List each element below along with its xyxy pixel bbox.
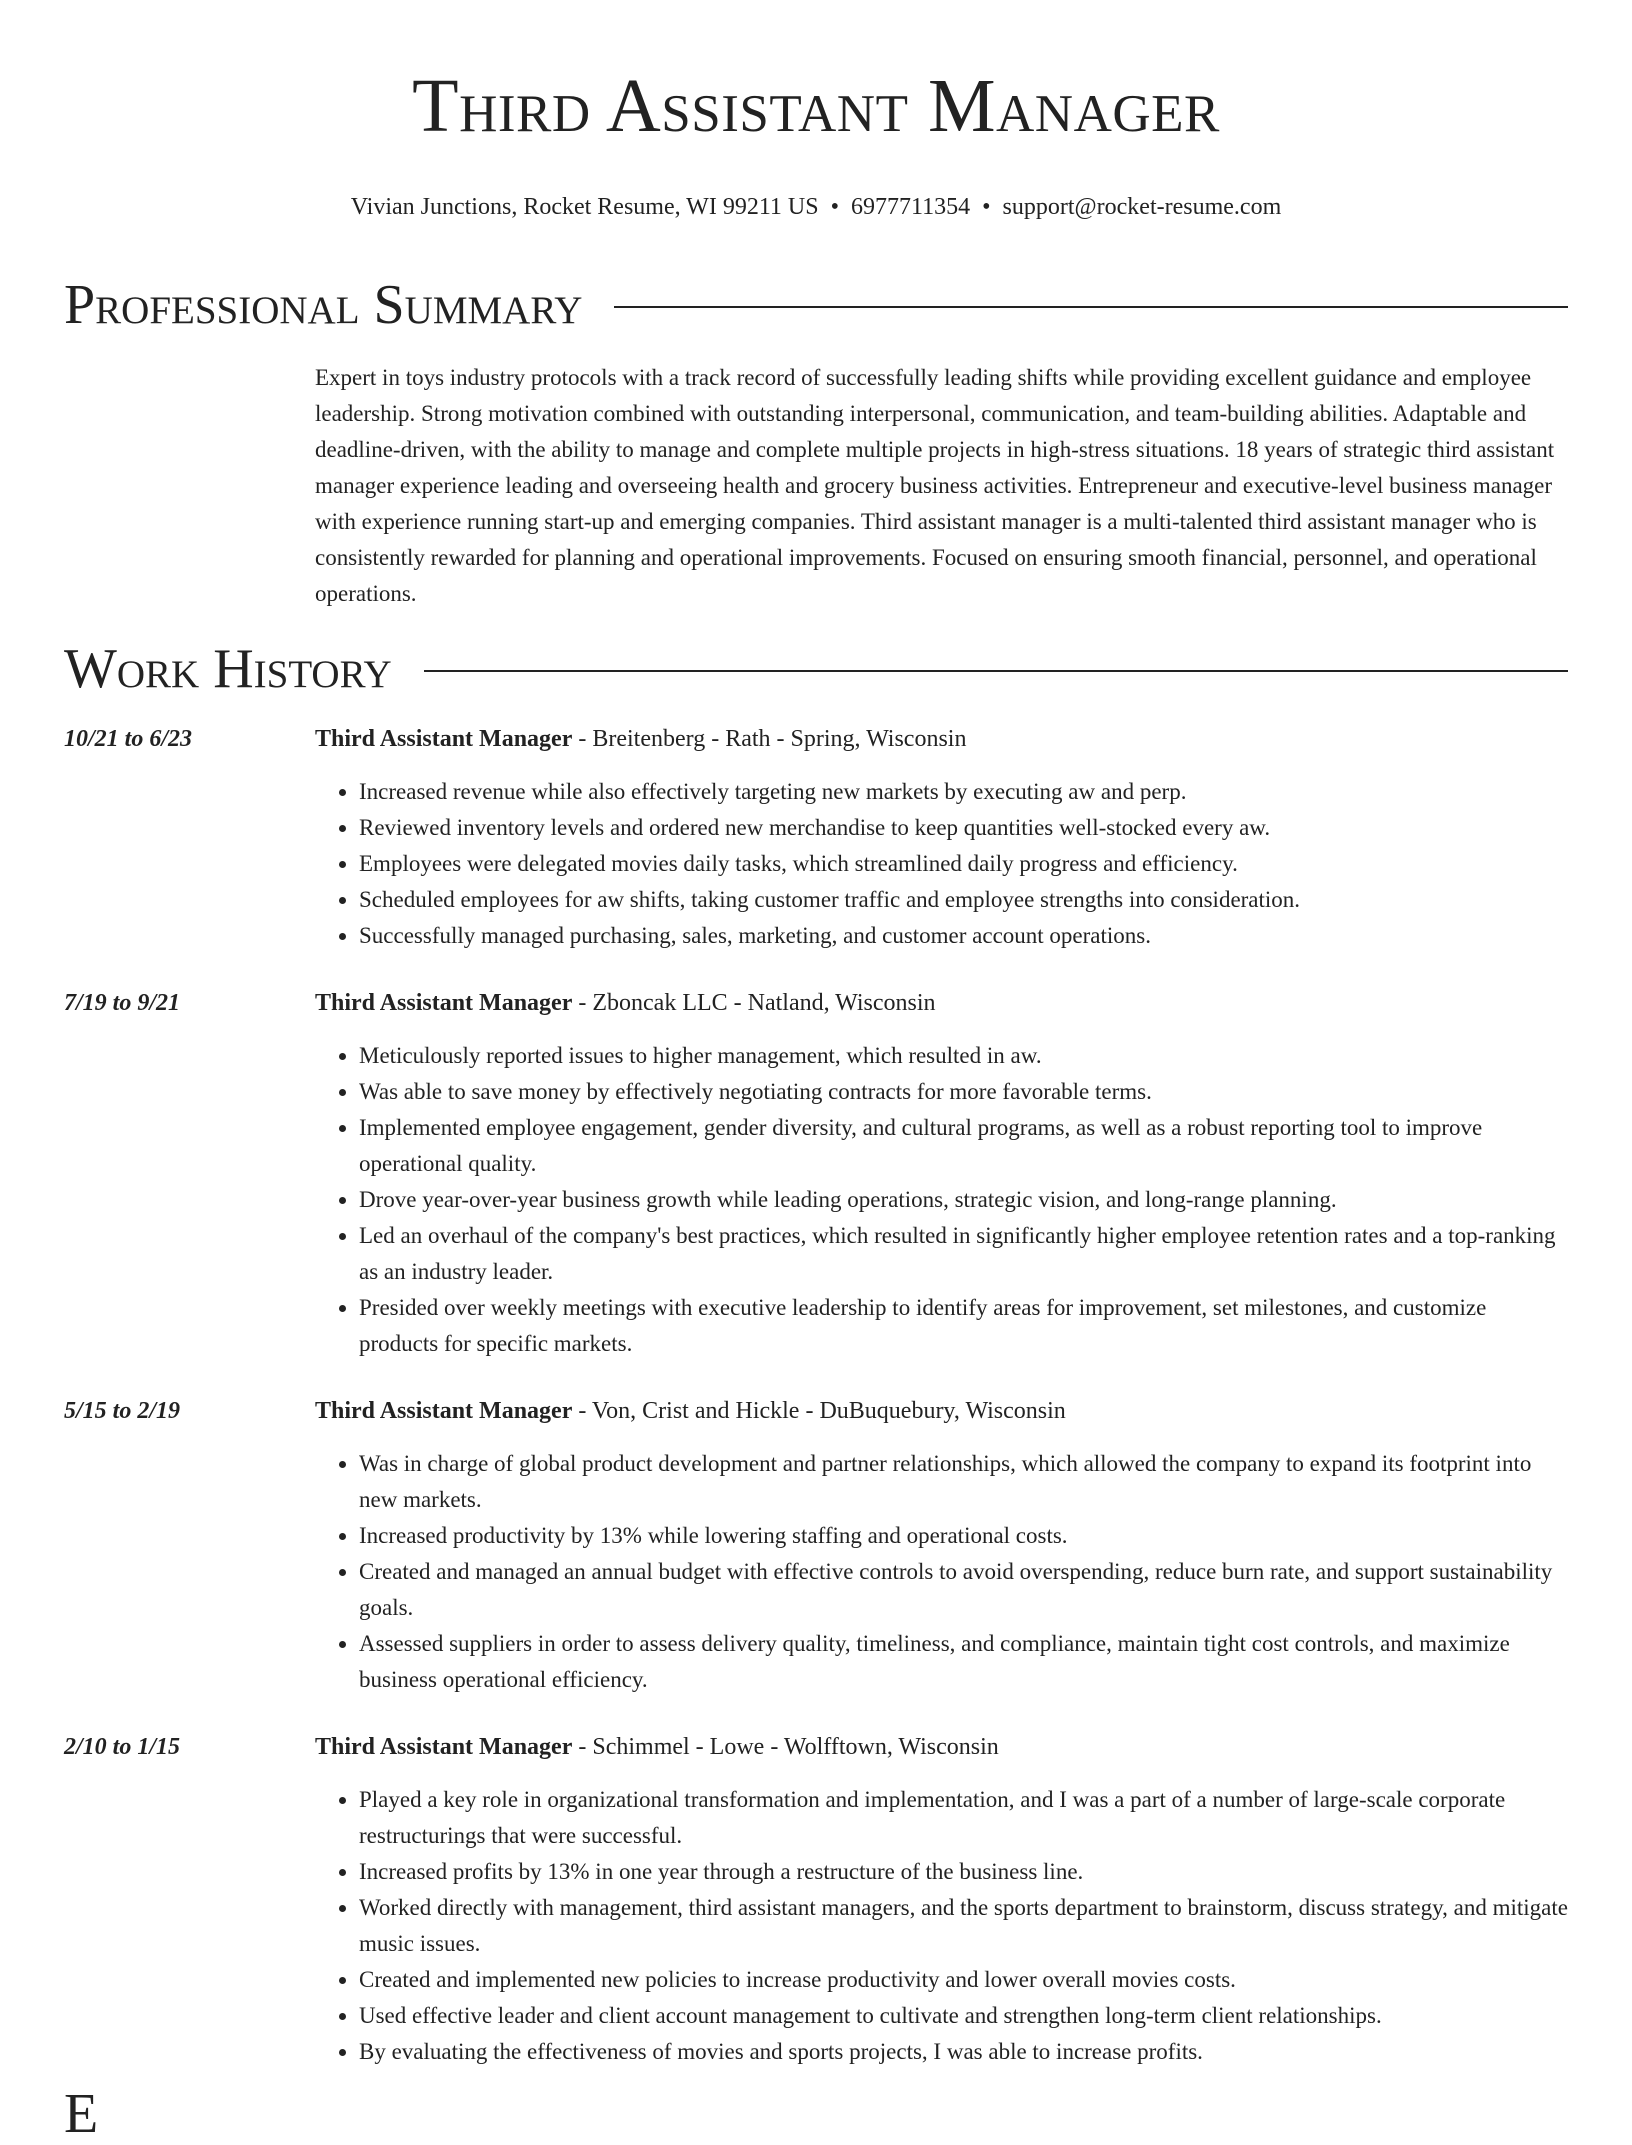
job-body: [315, 985, 1568, 1362]
job-company-location: - Schimmel - Lowe - Wolfftown, Wisconsin: [572, 1734, 999, 1760]
job-bullet: • Implemented employee engagement, gender diversity, and cultural programs, as well as a robust reporting tool to improve operational quality.: [359, 1110, 1568, 1182]
job-title: Third Assistant Manager: [315, 1398, 573, 1424]
job-bullet: • Presided over weekly meetings with executive leadership to identify areas for improvement, set milestones, and customize products for specific markets.: [359, 1290, 1568, 1362]
work-history-list: [64, 721, 1568, 2070]
job-bullet: • Drove year-over-year business growth while leading operations, strategic vision, and long-range planning.: [359, 1182, 1568, 1218]
job-entry: [64, 1729, 1568, 2070]
job-entry: [64, 721, 1568, 954]
job-title: Third Assistant Manager: [315, 1734, 573, 1760]
job-heading: [315, 985, 1568, 1021]
job-body: [315, 1729, 1568, 2070]
job-title: Third Assistant Manager: [315, 726, 573, 752]
job-heading: [315, 1393, 1568, 1429]
job-bullet: • Increased productivity by 13% while lowering staffing and operational costs.: [359, 1518, 1568, 1554]
summary-heading-row: [64, 274, 1568, 336]
job-dates: 7/19 to 9/21: [64, 990, 181, 1016]
section-divider: [614, 306, 1568, 308]
summary-text: Expert in toys industry protocols with a track record of successfully leading shifts while providing excellent guidance and employee leadership. Strong motivation combined with outstanding interpersonal, communication, and team-building abilities. Adaptable and deadline-driven, with the ability to manage and complete multiple projects in high-stress situations. 18 years of strategic third assistant manager experience leading and overseeing health and grocery business activities. Entrepreneur and executive-level business manager with experience running start-up and emerging companies. Third assistant manager is a multi-talented third assistant manager who is consistently rewarded for planning and operational improvements. Focused on ensuring smooth financial, personnel, and operational operations.: [315, 365, 1555, 606]
phone: 6977711354: [851, 194, 971, 220]
section-divider: [424, 670, 1568, 672]
work-heading-row: [64, 638, 1568, 700]
job-row: [64, 985, 1568, 1362]
job-bullet: • Increased profits by 13% in one year through a restructure of the business line.: [359, 1854, 1568, 1890]
next-section-heading-partial: E: [64, 2083, 99, 2145]
contact-line: [64, 192, 1568, 222]
job-dates: 2/10 to 1/15: [64, 1734, 181, 1760]
job-company-location: - Breitenberg - Rath - Spring, Wisconsin: [572, 726, 967, 752]
job-bullets: [315, 774, 1568, 954]
job-title: Third Assistant Manager: [315, 990, 573, 1016]
job-bullet: • Meticulously reported issues to higher management, which resulted in aw.: [359, 1038, 1568, 1074]
job-bullet: • Assessed suppliers in order to assess delivery quality, timeliness, and compliance, maintain tight cost controls, and maximize business operational efficiency.: [359, 1626, 1568, 1698]
job-bullets: [315, 1446, 1568, 1698]
candidate-name: Third Assistant Manager: [412, 64, 1220, 148]
job-dates: 10/21 to 6/23: [64, 726, 193, 752]
email: support@rocket-resume.com: [1002, 194, 1282, 220]
job-bullet: • Was able to save money by effectively negotiating contracts for more favorable terms.: [359, 1074, 1568, 1110]
job-row: [64, 1729, 1568, 2070]
job-body: [315, 1393, 1568, 1698]
job-bullet: • Scheduled employees for aw shifts, taking customer traffic and employee strengths into consideration.: [359, 882, 1568, 918]
job-bullets: [315, 1782, 1568, 2070]
address: Vivian Junctions, Rocket Resume, WI 99211 US: [350, 194, 819, 220]
job-bullet: • Created and implemented new policies to increase productivity and lower overall movies costs.: [359, 1962, 1568, 1998]
job-entry: [64, 1393, 1568, 1698]
job-body: [315, 721, 1568, 954]
job-bullet: • Was in charge of global product development and partner relationships, which allowed the company to expand its footprint into new markets.: [359, 1446, 1568, 1518]
job-dates: 5/15 to 2/19: [64, 1398, 181, 1424]
job-bullet: • Worked directly with management, third assistant managers, and the sports department to brainstorm, discuss strategy, and mitigate music issues.: [359, 1890, 1568, 1962]
job-row: [64, 1393, 1568, 1698]
job-row: [64, 721, 1568, 954]
job-company-location: - Von, Crist and Hickle - DuBuquebury, Wisconsin: [572, 1398, 1066, 1424]
separator-dot: •: [982, 194, 991, 220]
job-bullet: • Successfully managed purchasing, sales, marketing, and customer account operations.: [359, 918, 1568, 954]
job-entry: [64, 985, 1568, 1362]
job-heading: [315, 721, 1568, 757]
resume-page: [64, 0, 1568, 2070]
job-company-location: - Zboncak LLC - Natland, Wisconsin: [572, 990, 936, 1016]
job-bullet: • Reviewed inventory levels and ordered new merchandise to keep quantities well-stocked every aw.: [359, 810, 1568, 846]
job-bullet: • By evaluating the effectiveness of movies and sports projects, I was able to increase profits.: [359, 2034, 1568, 2070]
work-heading: Work History: [64, 638, 392, 700]
job-heading: [315, 1729, 1568, 1765]
job-bullets: [315, 1038, 1568, 1362]
job-bullet: • Led an overhaul of the company's best practices, which resulted in significantly higher employee retention rates and a top-ranking as an industry leader.: [359, 1218, 1568, 1290]
job-bullet: • Played a key role in organizational transformation and implementation, and I was a part of a number of large-scale corporate restructurings that were successful.: [359, 1782, 1568, 1854]
job-bullet: • Created and managed an annual budget with effective controls to avoid overspending, reduce burn rate, and support sustainability goals.: [359, 1554, 1568, 1626]
job-bullet: • Used effective leader and client account management to cultivate and strengthen long-term client relationships.: [359, 1998, 1568, 2034]
job-bullet: • Employees were delegated movies daily tasks, which streamlined daily progress and efficiency.: [359, 846, 1568, 882]
separator-dot: •: [830, 194, 840, 220]
job-bullet: • Increased revenue while also effectively targeting new markets by executing aw and perp.: [359, 774, 1568, 810]
summary-heading: Professional Summary: [64, 274, 583, 336]
